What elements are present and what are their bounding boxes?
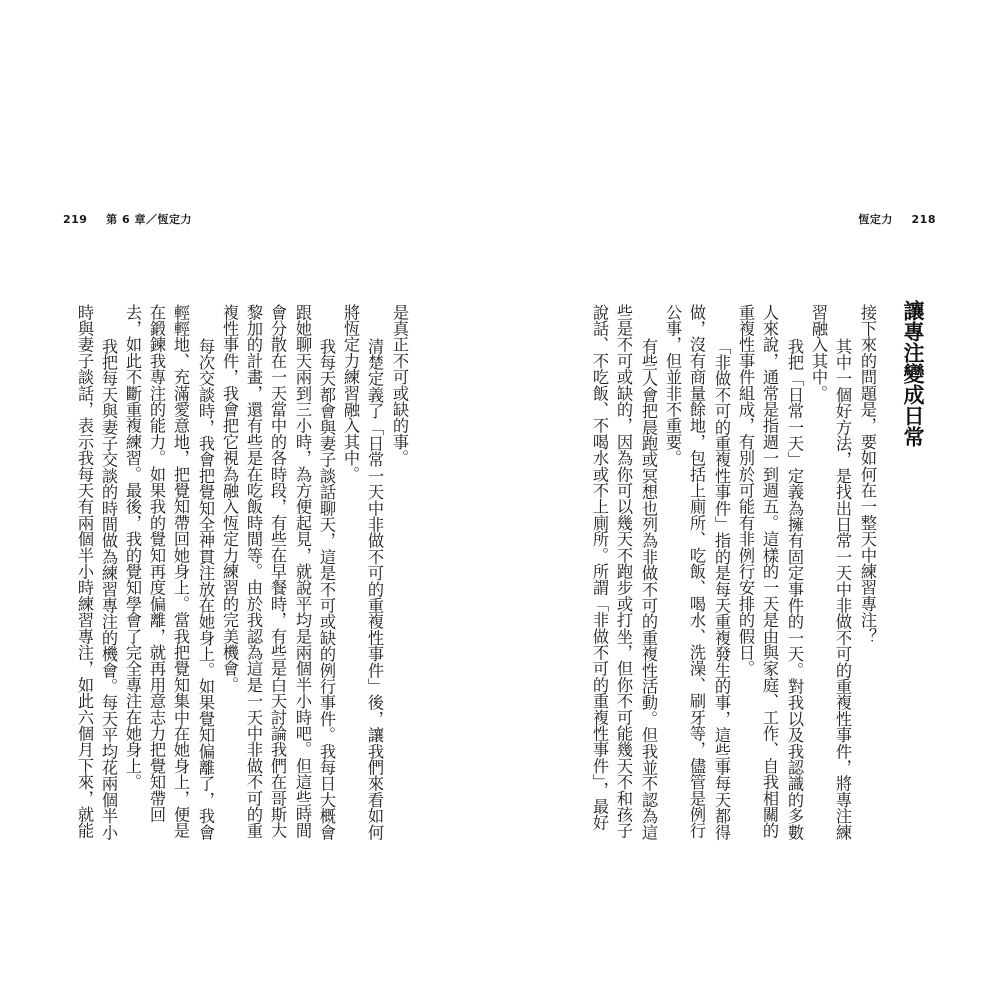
left-page-column: 清楚定義了「日常一天中非做不可的重複性事件」後，讓我們來看如何 [365, 338, 384, 841]
right-running-title: 恆定力 [858, 213, 893, 226]
right-page-column: 「非做不可的重複性事件」指的是每天重複發生的事，這些事每天都得 [712, 338, 731, 841]
right-page-column: 些是不可或缺的，因為你可以幾天不跑步或打坐，但你不可能幾天不和孩子 [614, 304, 633, 839]
right-page-column: 其中一個好方法，是找出日常一天中非做不可的重複性事件，將專注練 [833, 338, 852, 841]
left-page-number: 219 [63, 213, 88, 226]
left-page-column: 跟她聊天兩到三小時，為方便起見，就說平均是兩個半小時吧。但這些時間 [293, 304, 312, 839]
section-heading: 讓專注變成日常 [901, 300, 925, 447]
left-page-column: 黎加的計畫，還有些是在吃飯時間等。由於我認為這是一天中非做不可的重 [244, 304, 263, 839]
left-page-column: 我每天都會與妻子談話聊天，這是不可或缺的例行事件。我每日大概會 [317, 338, 336, 841]
right-page-column: 做，沒有商量餘地，包括上廁所、吃飯、喝水、洗澡、刷牙等，儘管是例行 [687, 304, 706, 839]
right-page-header [858, 213, 936, 227]
right-page-column: 說話、不吃飯、不喝水或不上廁所。所謂「非做不可的重複性事件」，最好 [590, 304, 609, 831]
left-page-column: 是真正不可或缺的事。 [390, 304, 409, 466]
right-page-column: 習融入其中。 [809, 304, 828, 402]
left-page-column: 時與妻子談話，表示我每天有兩個半小時練習專注，如此六個月下來，就能 [75, 304, 94, 839]
left-page-column: 每次交談時，我會把覺知全神貫注放在她身上。如果覺知偏離了，我會 [196, 338, 215, 841]
left-chapter-title: 第 6 章／恆定力 [106, 213, 192, 226]
left-page-column: 我把每天與妻子交談的時間做為練習專注的機會。每天平均花兩個半小 [99, 338, 118, 841]
right-page-column: 公事，但並非不重要。 [663, 304, 682, 466]
left-page-column: 會分散在一天當中的各時段，有些在早餐時，有些是白天討論我們在哥斯大 [268, 304, 287, 839]
right-page-column: 人來說，通常是指週一到週五。這樣的一天是由與家庭、工作、自我相關的 [760, 304, 779, 839]
right-page-column: 有些人會把晨跑或冥想也列為非做不可的重複性活動。但我並不認為這 [639, 338, 658, 841]
left-page-column: 去，如此不斷重複練習。最後，我的覺知學會了完全專注在她身上。 [123, 304, 142, 790]
right-page-column: 接下來的問題是，要如何在一整天中練習專注？ [858, 304, 877, 645]
right-page-number: 218 [911, 213, 936, 226]
left-page-column: 將恆定力練習融入其中。 [341, 304, 360, 483]
left-page-header [63, 213, 192, 227]
left-page-column: 輕輕地、充滿愛意地，把覺知帶回她身上。當我把覺知集中在她身上，便是 [171, 304, 190, 839]
left-page-column: 複性事件，我會把它視為融入恆定力練習的完美機會。 [220, 304, 239, 693]
left-page-column: 在鍛鍊我專注的能力。如果我的覺知再度偏離，就再用意志力把覺知帶回 [147, 304, 166, 823]
right-page-column: 我把「日常一天」定義為擁有固定事件的一天。對我以及我認識的多數 [785, 338, 804, 841]
right-page-column: 重複性事件組成，有別於可能有非例行安排的假日。 [736, 304, 755, 677]
